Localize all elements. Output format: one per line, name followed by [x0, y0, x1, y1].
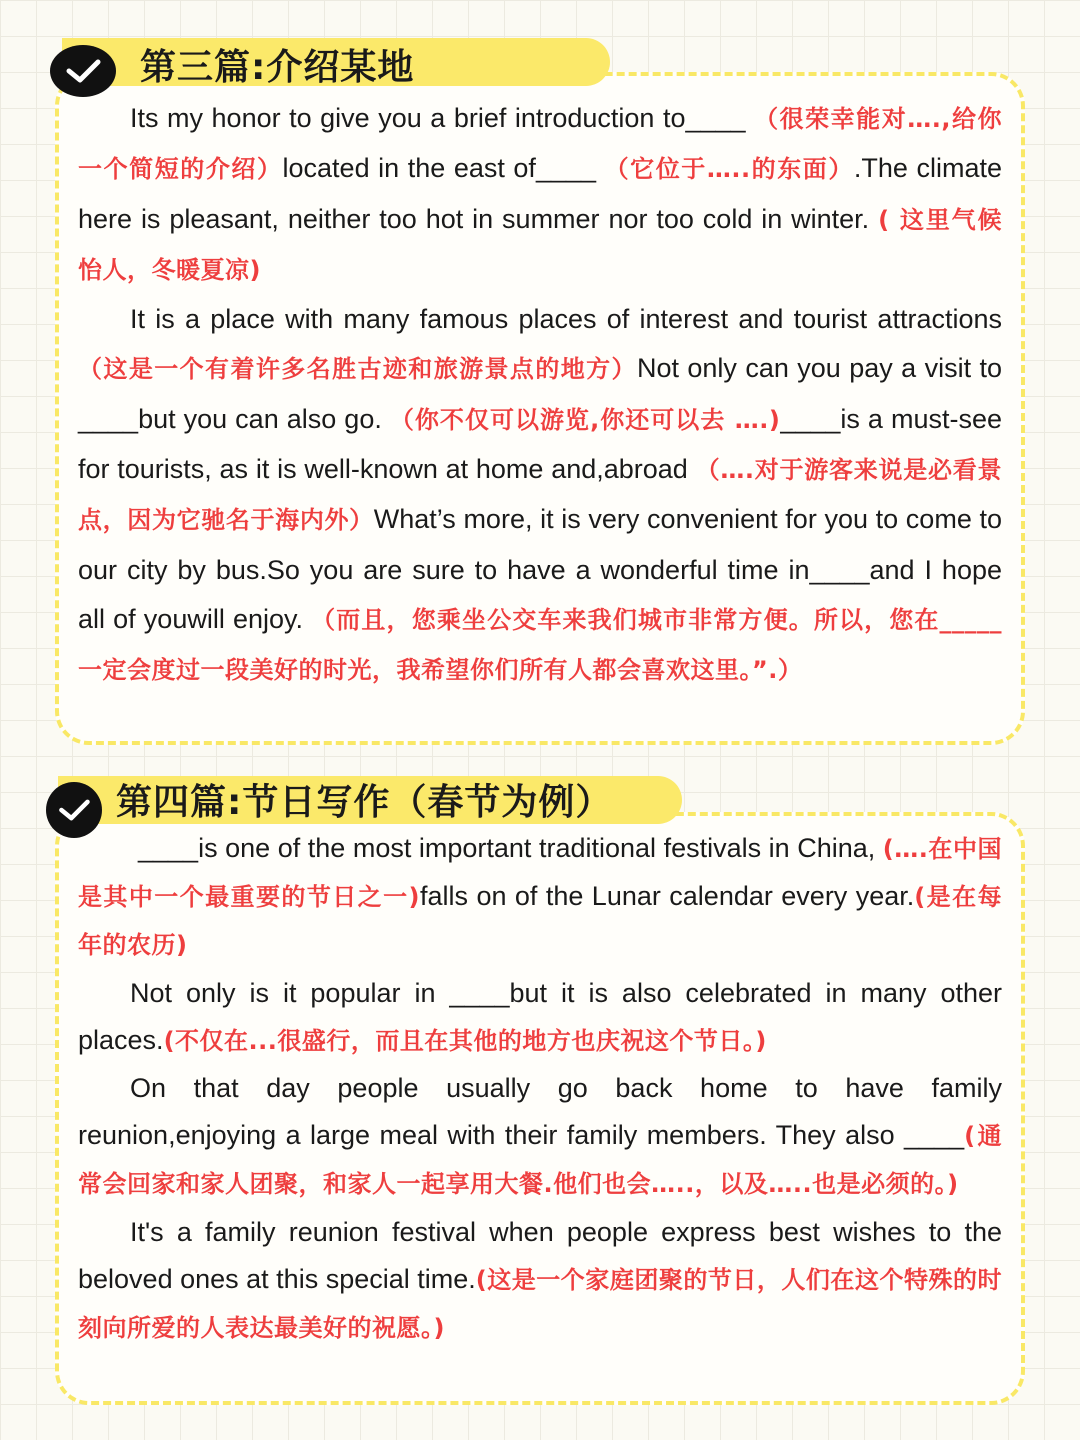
english-text: .The climate here is pleasant, neither too hot in summer nor too cold in winter.: [78, 153, 1003, 234]
english-text: What’s more, it is very convenient for you to come to our city by bus.So you are sure to have a wonderful time in____and I hope all of youwill enjoy.: [78, 504, 1002, 634]
english-text: ____is one of the most important traditional festivals in China,: [138, 833, 883, 863]
chinese-translation: ( 这里气候怡人，冬暖夏凉): [78, 205, 1003, 284]
paragraph: [78, 94, 1002, 295]
section-introduce-place: [0, 30, 1080, 745]
chinese-translation: (是在每年的农历): [78, 883, 1003, 960]
paragraph: [78, 1065, 1002, 1209]
english-text: falls on of the Lunar calendar every year.: [420, 881, 915, 912]
english-text: Its my honor to give you a brief introduction to____: [130, 103, 755, 133]
section-body: [78, 94, 1002, 696]
check-icon: [46, 782, 102, 838]
english-text: located in the east of____: [282, 153, 605, 184]
check-icon: [50, 45, 116, 97]
paragraph: [78, 825, 1002, 970]
section-body: [78, 825, 1002, 1352]
section-title: 第四篇:节日写作（春节为例）: [116, 782, 613, 823]
english-text: Not only can you pay a visit to ____but you can also go.: [78, 353, 1003, 434]
chinese-translation: (不仅在...很盛行，而且在其他的地方也庆祝这个节日。): [163, 1026, 767, 1055]
chinese-translation: （很荣幸能对….,给你一个简短的介绍）: [78, 105, 1003, 184]
chinese-translation: （它位于…..的东面）: [604, 155, 854, 184]
english-text: On that day people usually go back home to have family reunion,enjoying a large meal with their family members. They also ____: [78, 1073, 1002, 1151]
chinese-translation: （而且，您乘坐公交车来我们城市非常方便。所以，您在_____一定会度过一段美好的时光，我希望你们所有人都会喜欢这里。”.）: [78, 605, 1003, 685]
section-title: 第三篇:介绍某地: [140, 47, 415, 88]
english-text: It is a place with many famous places of interest and tourist attractions: [130, 304, 1002, 335]
chinese-translation: （这是一个有着许多名胜古迹和旅游景点的地方）: [78, 355, 637, 384]
chinese-translation: (通常会回家和家人团聚，和家人一起享用大餐.他们也会…..，以及…..也是必须的。): [78, 1122, 1002, 1199]
section-festival-writing: [0, 770, 1080, 1405]
english-text: Not only is it popular in ____but it is also celebrated in many other places.: [78, 977, 1002, 1055]
chinese-translation: （你不仅可以游览,你还可以去 ….): [389, 405, 781, 434]
paragraph: [78, 970, 1002, 1065]
chinese-translation: （….对于游客来说是必看景点，因为它驰名于海内外）: [78, 456, 1002, 535]
english-text: It's a family reunion festival when people express best wishes to the beloved ones at this special time.: [78, 1216, 1002, 1294]
paragraph: [78, 295, 1002, 695]
paragraph: [78, 1209, 1002, 1353]
chinese-translation: (这是一个家庭团聚的节日，人们在这个特殊的时刻向所爱的人表达最美好的祝愿。): [78, 1265, 1002, 1343]
english-text: ____is a must-see for tourists, as it is well-known at home and,abroad: [78, 403, 1002, 485]
chinese-translation: (….在中国是其中一个最重要的节日之一): [78, 835, 1002, 912]
